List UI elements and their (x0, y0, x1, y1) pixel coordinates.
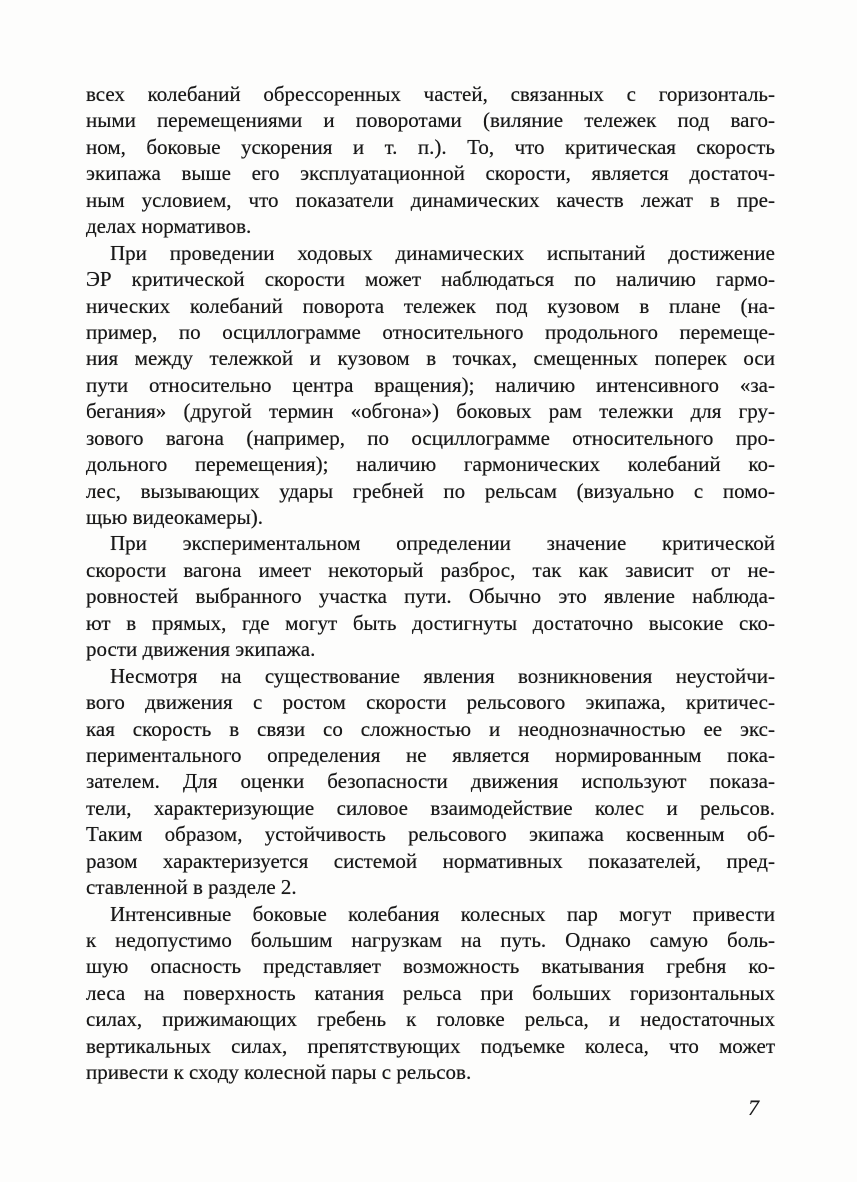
text-line: зового вагона (например, по осциллограмме относительного про- (86, 425, 775, 450)
paragraph (86, 81, 775, 240)
page-number: 7 (748, 1095, 759, 1120)
page-text (86, 81, 775, 1086)
text-line: скорости вагона имеет некоторый разброс, так как зависит от не- (86, 557, 775, 582)
text-line: ют в прямых, где могут быть достигнуты достаточно высокие ско- (86, 610, 775, 635)
text-line: дольного перемещения); наличию гармонических колебаний ко- (86, 452, 775, 477)
text-line: шую опасность представляет возможность вкатывания гребня ко- (86, 954, 775, 979)
text-line: нических колебаний поворота тележек под кузовом в плане (на- (86, 293, 775, 318)
paragraph (86, 240, 775, 531)
text-line: Интенсивные боковые колебания колесных пар могут привести (110, 901, 775, 926)
text-line: щью видеокамеры). (86, 505, 264, 529)
text-line: разом характеризуется системой нормативных показателей, пред- (86, 848, 775, 873)
paragraph (86, 663, 775, 901)
text-line: ным условием, что показатели динамических качеств лежат в пре- (86, 187, 775, 212)
paragraph (86, 530, 775, 662)
text-line: ными перемещениями и поворотами (виляние тележек под ваго- (86, 108, 775, 133)
text-line: привести к сходу колесной пары с рельсов. (86, 1060, 472, 1085)
text-line: всех колебаний обрессоренных частей, связанных с горизонталь- (86, 82, 775, 106)
text-line: Несмотря на существование явления возникновения неустойчи- (110, 663, 775, 688)
text-line: к недопустимо большим нагрузкам на путь. Однако самую боль- (86, 928, 775, 952)
text-line: ния между тележкой и кузовом в точках, смещенных поперек оси (86, 346, 775, 371)
text-line: рости движения экипажа. (86, 637, 316, 662)
text-line: лес, вызывающих удары гребней по рельсам (визуально с помо- (86, 478, 775, 503)
text-line: кая скорость в связи со сложностью и неоднозначностью ее экс- (86, 716, 775, 741)
text-line: вертикальных силах, препятствующих подъемке колеса, что может (86, 1033, 775, 1058)
text-line: ровностей выбранного участка пути. Обычно это явление наблюда- (86, 584, 775, 609)
text-line: ставленной в разделе 2. (86, 875, 297, 900)
text-line: силах, прижимающих гребень к головке рельса, и недостаточных (86, 1007, 775, 1032)
text-line: леса на поверхность катания рельса при больших горизонтальных (86, 980, 775, 1005)
text-line: периментального определения не является нормированным пока- (86, 742, 775, 767)
text-line: бегания» (другой термин «обгона») боковых рам тележки для гру- (86, 399, 775, 424)
text-line: При проведении ходовых динамических испытаний достижение (110, 240, 775, 265)
text-line: экипажа выше его эксплуатационной скорости, является достаточ- (86, 161, 775, 186)
text-line: вого движения с ростом скорости рельсового экипажа, критичес- (86, 690, 775, 715)
text-line: При экспериментальном определении значение критической (110, 531, 775, 556)
text-line: пути относительно центра вращения); наличию интенсивного «за- (86, 372, 775, 397)
text-line: делах нормативов. (86, 214, 252, 239)
text-line: зателем. Для оценки безопасности движения используют показа- (86, 769, 775, 794)
text-line: тели, характеризующие силовое взаимодействие колес и рельсов. (86, 795, 775, 820)
text-line: ном, боковые ускорения и т. п.). То, что критическая скорость (86, 134, 775, 159)
text-line: пример, по осциллограмме относительного продольного перемеще- (86, 319, 775, 344)
text-line: ЭР критической скорости может наблюдаться по наличию гармо- (86, 267, 775, 292)
text-line: Таким образом, устойчивость рельсового экипажа косвенным об- (86, 822, 775, 847)
paragraph (86, 901, 775, 1086)
